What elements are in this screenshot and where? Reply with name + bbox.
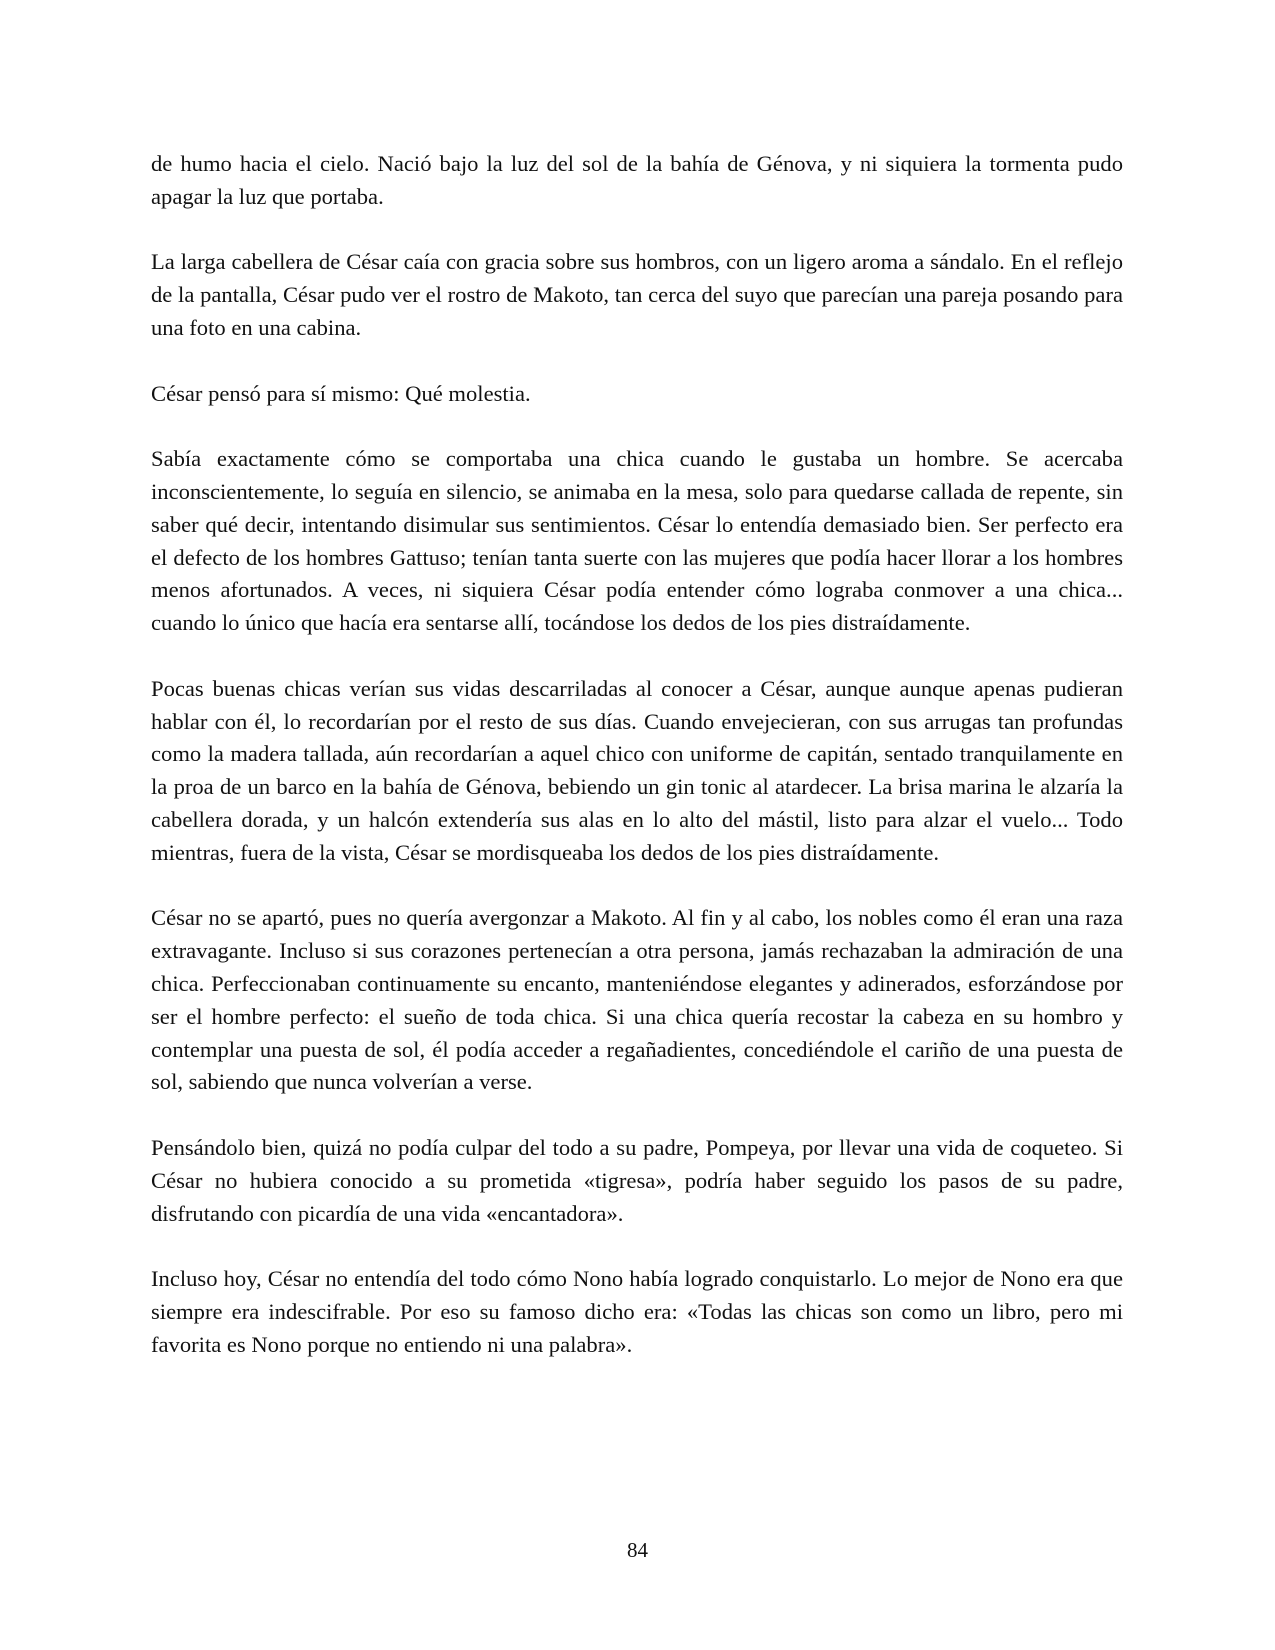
paragraph-3: César pensó para sí mismo: Qué molestia. [151,380,531,406]
paragraph-8: Incluso hoy, César no entendía del todo cómo Nono había logrado conquistarlo. Lo mejor de Nono era que siempre era indescifrable. Por eso su famoso dicho era: «Todas las chicas son como un libro, pero mi favorita es Nono porque no entiendo ni una palabra». [151,1266,1123,1357]
body-text [151,148,1123,1394]
paragraph-1: de humo hacia el cielo. Nació bajo la luz del sol de la bahía de Génova, y ni siquiera la tormenta pudo apagar la luz que portaba. [151,151,1123,209]
paragraph-2: La larga cabellera de César caía con gracia sobre sus hombros, con un ligero aroma a sándalo. En el reflejo de la pantalla, César pudo ver el rostro de Makoto, tan cerca del suyo que parecían una pareja posando para una foto en una cabina. [151,249,1123,340]
paragraph-5: Pocas buenas chicas verían sus vidas descarriladas al conocer a César, aunque aunque apenas pudieran hablar con él, lo recordarían por el resto de sus días. Cuando envejecieran, con sus arrugas tan profundas como la madera tallada, aún recordarían a aquel chico con uniforme de capitán, sentado tranquilamente en la proa de un barco en la bahía de Génova, bebiendo un gin tonic al atardecer. La brisa marina le alzaría la cabellera dorada, y un halcón extendería sus alas en lo alto del mástil, listo para alzar el vuelo... Todo mientras, fuera de la vista, César se mordisqueaba los dedos de los pies distraídamente. [151,675,1123,865]
paragraph-4: Sabía exactamente cómo se comportaba una chica cuando le gustaba un hombre. Se acercaba inconscientemente, lo seguía en silencio, se animaba en la mesa, solo para quedarse callada de repente, sin saber qué decir, intentando disimular sus sentimientos. César lo entendía demasiado bien. Ser perfecto era el defecto de los hombres Gattuso; tenían tanta suerte con las mujeres que podía hacer llorar a los hombres menos afortunados. A veces, ni siquiera César podía entender cómo lograba conmover a una chica... cuando lo único que hacía era sentarse allí, tocándose los dedos de los pies distraídamente. [151,446,1123,636]
paragraph-7: Pensándolo bien, quizá no podía culpar del todo a su padre, Pompeya, por llevar una vida de coqueteo. Si César no hubiera conocido a su prometida «tigresa», podría haber seguido los pasos de su padre, disfrutando con picardía de una vida «encantadora». [151,1134,1123,1226]
page-number: 84 [627,1538,648,1562]
paragraph-6: César no se apartó, pues no quería avergonzar a Makoto. Al fin y al cabo, los nobles como él eran una raza extravagante. Incluso si sus corazones pertenecían a otra persona, jamás rechazaban la admiración de una chica. Perfeccionaban continuamente su encanto, manteniéndose elegantes y adinerados, esforzándose por ser el hombre perfecto: el sueño de toda chica. Si una chica quería recostar la cabeza en su hombro y contemplar una puesta de sol, él podía acceder a regañadientes, concediéndole el cariño de una puesta de sol, sabiendo que nunca volverían a verse. [151,905,1123,1095]
